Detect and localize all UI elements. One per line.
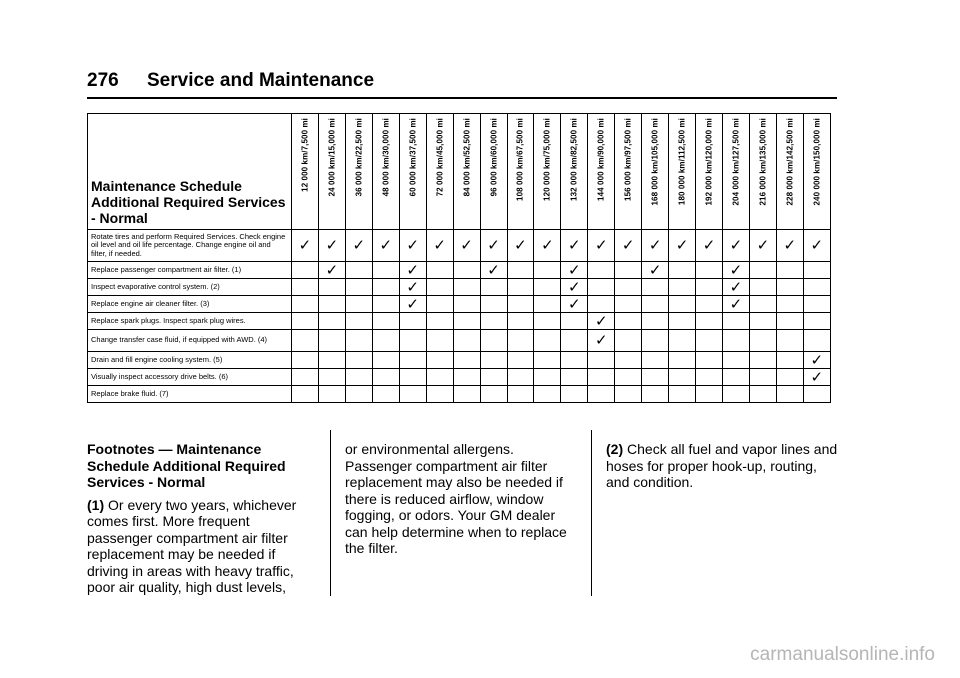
empty-cell bbox=[615, 279, 642, 296]
empty-cell bbox=[642, 296, 669, 313]
empty-cell bbox=[345, 352, 372, 369]
header-rule bbox=[87, 97, 837, 99]
empty-cell bbox=[345, 279, 372, 296]
check-mark-icon: ✓ bbox=[561, 262, 588, 279]
empty-cell bbox=[615, 262, 642, 279]
empty-cell bbox=[453, 352, 480, 369]
empty-cell bbox=[803, 330, 830, 352]
interval-header bbox=[588, 114, 615, 230]
empty-cell bbox=[507, 386, 534, 403]
empty-cell bbox=[749, 262, 776, 279]
interval-header bbox=[696, 114, 723, 230]
empty-cell bbox=[696, 330, 723, 352]
maintenance-schedule-table bbox=[87, 113, 831, 403]
empty-cell bbox=[723, 386, 750, 403]
empty-cell bbox=[561, 352, 588, 369]
empty-cell bbox=[292, 386, 319, 403]
empty-cell bbox=[615, 296, 642, 313]
empty-cell bbox=[588, 279, 615, 296]
table-header-row bbox=[88, 114, 831, 230]
check-mark-icon: ✓ bbox=[803, 230, 830, 262]
empty-cell bbox=[345, 330, 372, 352]
empty-cell bbox=[669, 262, 696, 279]
interval-header bbox=[723, 114, 750, 230]
check-mark-icon: ✓ bbox=[345, 230, 372, 262]
interval-label: 180 000 km/112,500 mi bbox=[677, 118, 687, 206]
schedule-title-cell bbox=[88, 114, 292, 230]
table-row bbox=[88, 330, 831, 352]
interval-label: 132 000 km/82,500 mi bbox=[569, 118, 579, 201]
empty-cell bbox=[426, 330, 453, 352]
check-mark-icon: ✓ bbox=[669, 230, 696, 262]
check-mark-icon: ✓ bbox=[723, 230, 750, 262]
empty-cell bbox=[669, 352, 696, 369]
empty-cell bbox=[507, 296, 534, 313]
interval-header bbox=[615, 114, 642, 230]
interval-header bbox=[534, 114, 561, 230]
empty-cell bbox=[776, 330, 803, 352]
empty-cell bbox=[292, 369, 319, 386]
check-mark-icon: ✓ bbox=[480, 230, 507, 262]
interval-label: 228 000 km/142,500 mi bbox=[785, 118, 795, 206]
check-mark-icon: ✓ bbox=[723, 279, 750, 296]
empty-cell bbox=[534, 369, 561, 386]
empty-cell bbox=[696, 313, 723, 330]
watermark: carmanualsonline.info bbox=[750, 644, 935, 665]
empty-cell bbox=[345, 386, 372, 403]
table-row bbox=[88, 386, 831, 403]
empty-cell bbox=[561, 330, 588, 352]
empty-cell bbox=[453, 296, 480, 313]
empty-cell bbox=[453, 330, 480, 352]
footnote-1 bbox=[87, 497, 312, 596]
empty-cell bbox=[696, 279, 723, 296]
empty-cell bbox=[615, 369, 642, 386]
page-number: 276 bbox=[87, 70, 119, 91]
empty-cell bbox=[372, 313, 399, 330]
service-description: Rotate tires and perform Required Services. Check engine oil level and oil life percentage. Change engine oil and filter, if needed. bbox=[88, 230, 292, 262]
interval-header bbox=[399, 114, 426, 230]
empty-cell bbox=[372, 369, 399, 386]
empty-cell bbox=[453, 313, 480, 330]
empty-cell bbox=[776, 279, 803, 296]
footnote-2-text: Check all fuel and vapor lines and hoses for proper hook-up, routing, and condition. bbox=[606, 441, 838, 490]
interval-label: 72 000 km/45,000 mi bbox=[435, 118, 445, 197]
empty-cell bbox=[615, 330, 642, 352]
check-mark-icon: ✓ bbox=[723, 296, 750, 313]
check-mark-icon: ✓ bbox=[318, 262, 345, 279]
empty-cell bbox=[776, 313, 803, 330]
table-row bbox=[88, 313, 831, 330]
check-mark-icon: ✓ bbox=[372, 230, 399, 262]
empty-cell bbox=[480, 313, 507, 330]
empty-cell bbox=[588, 352, 615, 369]
empty-cell bbox=[642, 352, 669, 369]
check-mark-icon: ✓ bbox=[615, 230, 642, 262]
check-mark-icon: ✓ bbox=[642, 262, 669, 279]
empty-cell bbox=[426, 296, 453, 313]
empty-cell bbox=[292, 296, 319, 313]
check-mark-icon: ✓ bbox=[803, 369, 830, 386]
check-mark-icon: ✓ bbox=[776, 230, 803, 262]
empty-cell bbox=[561, 313, 588, 330]
footnotes-title: Footnotes — Maintenance Schedule Additional Required Services - Normal bbox=[87, 441, 286, 490]
interval-label: 144 000 km/90,000 mi bbox=[596, 118, 606, 201]
empty-cell bbox=[642, 313, 669, 330]
empty-cell bbox=[318, 386, 345, 403]
check-mark-icon: ✓ bbox=[399, 262, 426, 279]
empty-cell bbox=[696, 386, 723, 403]
service-description: Change transfer case fluid, if equipped with AWD. (4) bbox=[88, 330, 292, 352]
empty-cell bbox=[749, 386, 776, 403]
empty-cell bbox=[399, 386, 426, 403]
empty-cell bbox=[615, 386, 642, 403]
check-mark-icon: ✓ bbox=[561, 296, 588, 313]
interval-header bbox=[345, 114, 372, 230]
empty-cell bbox=[318, 296, 345, 313]
footnote-1-text: Or every two years, whichever comes first. More frequent passenger compartment air filter replacement may be needed if driving in areas with heavy traffic, poor air quality, high dust levels, bbox=[87, 496, 297, 595]
interval-label: 12 000 km/7,500 mi bbox=[300, 118, 310, 192]
table-row bbox=[88, 279, 831, 296]
empty-cell bbox=[292, 313, 319, 330]
empty-cell bbox=[803, 386, 830, 403]
empty-cell bbox=[372, 262, 399, 279]
check-mark-icon: ✓ bbox=[399, 230, 426, 262]
interval-header bbox=[318, 114, 345, 230]
empty-cell bbox=[749, 296, 776, 313]
empty-cell bbox=[534, 352, 561, 369]
check-mark-icon: ✓ bbox=[588, 230, 615, 262]
interval-label: 60 000 km/37,500 mi bbox=[408, 118, 418, 197]
check-mark-icon: ✓ bbox=[588, 330, 615, 352]
empty-cell bbox=[642, 330, 669, 352]
interval-header bbox=[507, 114, 534, 230]
check-mark-icon: ✓ bbox=[696, 230, 723, 262]
empty-cell bbox=[615, 313, 642, 330]
interval-label: 192 000 km/120,000 mi bbox=[704, 118, 714, 206]
empty-cell bbox=[588, 262, 615, 279]
empty-cell bbox=[507, 330, 534, 352]
empty-cell bbox=[292, 262, 319, 279]
interval-label: 84 000 km/52,500 mi bbox=[462, 118, 472, 197]
footnotes-column-3 bbox=[606, 441, 838, 491]
empty-cell bbox=[534, 313, 561, 330]
empty-cell bbox=[642, 386, 669, 403]
footnote-1-number: (1) bbox=[87, 496, 105, 513]
empty-cell bbox=[318, 330, 345, 352]
check-mark-icon: ✓ bbox=[399, 279, 426, 296]
empty-cell bbox=[480, 369, 507, 386]
empty-cell bbox=[776, 262, 803, 279]
empty-cell bbox=[507, 279, 534, 296]
empty-cell bbox=[318, 279, 345, 296]
empty-cell bbox=[426, 313, 453, 330]
empty-cell bbox=[372, 296, 399, 313]
check-mark-icon: ✓ bbox=[399, 296, 426, 313]
service-description: Replace spark plugs. Inspect spark plug wires. bbox=[88, 313, 292, 330]
empty-cell bbox=[615, 352, 642, 369]
empty-cell bbox=[776, 352, 803, 369]
empty-cell bbox=[749, 279, 776, 296]
empty-cell bbox=[399, 352, 426, 369]
empty-cell bbox=[480, 296, 507, 313]
interval-header bbox=[480, 114, 507, 230]
empty-cell bbox=[345, 262, 372, 279]
service-description: Drain and fill engine cooling system. (5) bbox=[88, 352, 292, 369]
column-divider bbox=[330, 430, 331, 596]
check-mark-icon: ✓ bbox=[723, 262, 750, 279]
empty-cell bbox=[588, 296, 615, 313]
empty-cell bbox=[292, 330, 319, 352]
empty-cell bbox=[426, 369, 453, 386]
empty-cell bbox=[723, 369, 750, 386]
table-row bbox=[88, 352, 831, 369]
empty-cell bbox=[372, 386, 399, 403]
interval-header bbox=[642, 114, 669, 230]
empty-cell bbox=[561, 369, 588, 386]
empty-cell bbox=[723, 330, 750, 352]
empty-cell bbox=[749, 313, 776, 330]
empty-cell bbox=[803, 279, 830, 296]
interval-header bbox=[426, 114, 453, 230]
empty-cell bbox=[480, 352, 507, 369]
empty-cell bbox=[669, 313, 696, 330]
empty-cell bbox=[588, 386, 615, 403]
empty-cell bbox=[749, 352, 776, 369]
empty-cell bbox=[372, 352, 399, 369]
empty-cell bbox=[669, 296, 696, 313]
check-mark-icon: ✓ bbox=[561, 230, 588, 262]
empty-cell bbox=[642, 369, 669, 386]
empty-cell bbox=[776, 296, 803, 313]
interval-label: 24 000 km/15,000 mi bbox=[327, 118, 337, 197]
service-description: Replace engine air cleaner filter. (3) bbox=[88, 296, 292, 313]
empty-cell bbox=[776, 369, 803, 386]
interval-label: 240 000 km/150,000 mi bbox=[812, 118, 822, 206]
interval-label: 48 000 km/30,000 mi bbox=[381, 118, 391, 197]
interval-header bbox=[561, 114, 588, 230]
empty-cell bbox=[803, 296, 830, 313]
empty-cell bbox=[426, 279, 453, 296]
check-mark-icon: ✓ bbox=[534, 230, 561, 262]
empty-cell bbox=[534, 262, 561, 279]
empty-cell bbox=[534, 330, 561, 352]
interval-header bbox=[669, 114, 696, 230]
check-mark-icon: ✓ bbox=[426, 230, 453, 262]
service-description: Visually inspect accessory drive belts. (6) bbox=[88, 369, 292, 386]
empty-cell bbox=[399, 330, 426, 352]
service-description: Replace passenger compartment air filter. (1) bbox=[88, 262, 292, 279]
interval-label: 204 000 km/127,500 mi bbox=[731, 118, 741, 206]
check-mark-icon: ✓ bbox=[749, 230, 776, 262]
interval-header bbox=[803, 114, 830, 230]
footnote-2 bbox=[606, 441, 838, 491]
check-mark-icon: ✓ bbox=[507, 230, 534, 262]
empty-cell bbox=[534, 386, 561, 403]
empty-cell bbox=[292, 352, 319, 369]
empty-cell bbox=[642, 279, 669, 296]
empty-cell bbox=[372, 279, 399, 296]
empty-cell bbox=[318, 352, 345, 369]
empty-cell bbox=[749, 369, 776, 386]
interval-label: 36 000 km/22,500 mi bbox=[354, 118, 364, 197]
empty-cell bbox=[426, 352, 453, 369]
check-mark-icon: ✓ bbox=[561, 279, 588, 296]
empty-cell bbox=[480, 279, 507, 296]
empty-cell bbox=[669, 369, 696, 386]
empty-cell bbox=[696, 296, 723, 313]
empty-cell bbox=[453, 386, 480, 403]
empty-cell bbox=[292, 279, 319, 296]
empty-cell bbox=[669, 279, 696, 296]
interval-label: 108 000 km/67,500 mi bbox=[515, 118, 525, 201]
empty-cell bbox=[345, 296, 372, 313]
empty-cell bbox=[776, 386, 803, 403]
empty-cell bbox=[345, 313, 372, 330]
empty-cell bbox=[399, 313, 426, 330]
footnote-2-number: (2) bbox=[606, 441, 624, 457]
table-row bbox=[88, 369, 831, 386]
empty-cell bbox=[803, 262, 830, 279]
schedule-title: Maintenance Schedule Additional Required Services - Normal bbox=[91, 178, 286, 226]
check-mark-icon: ✓ bbox=[588, 313, 615, 330]
check-mark-icon: ✓ bbox=[642, 230, 669, 262]
empty-cell bbox=[453, 369, 480, 386]
empty-cell bbox=[480, 330, 507, 352]
interval-label: 120 000 km/75,000 mi bbox=[542, 118, 552, 201]
empty-cell bbox=[480, 386, 507, 403]
section-title: Service and Maintenance bbox=[147, 70, 375, 91]
table-row bbox=[88, 296, 831, 313]
empty-cell bbox=[588, 369, 615, 386]
interval-label: 216 000 km/135,000 mi bbox=[758, 118, 768, 206]
empty-cell bbox=[318, 369, 345, 386]
footnotes-column-2 bbox=[345, 441, 577, 557]
empty-cell bbox=[749, 330, 776, 352]
empty-cell bbox=[318, 313, 345, 330]
empty-cell bbox=[426, 386, 453, 403]
interval-header bbox=[372, 114, 399, 230]
empty-cell bbox=[723, 352, 750, 369]
service-description: Replace brake fluid. (7) bbox=[88, 386, 292, 403]
empty-cell bbox=[534, 279, 561, 296]
interval-header bbox=[292, 114, 319, 230]
interval-header bbox=[453, 114, 480, 230]
empty-cell bbox=[534, 296, 561, 313]
empty-cell bbox=[507, 262, 534, 279]
interval-label: 96 000 km/60,000 mi bbox=[489, 118, 499, 197]
column-divider bbox=[591, 430, 592, 596]
empty-cell bbox=[669, 330, 696, 352]
empty-cell bbox=[803, 313, 830, 330]
check-mark-icon: ✓ bbox=[292, 230, 319, 262]
interval-header bbox=[776, 114, 803, 230]
empty-cell bbox=[507, 352, 534, 369]
check-mark-icon: ✓ bbox=[318, 230, 345, 262]
empty-cell bbox=[696, 352, 723, 369]
empty-cell bbox=[561, 386, 588, 403]
empty-cell bbox=[453, 279, 480, 296]
interval-label: 156 000 km/97,500 mi bbox=[623, 118, 633, 201]
check-mark-icon: ✓ bbox=[453, 230, 480, 262]
table-row bbox=[88, 262, 831, 279]
empty-cell bbox=[372, 330, 399, 352]
empty-cell bbox=[453, 262, 480, 279]
empty-cell bbox=[507, 313, 534, 330]
empty-cell bbox=[696, 262, 723, 279]
page-header bbox=[87, 70, 837, 96]
empty-cell bbox=[345, 369, 372, 386]
table-row bbox=[88, 230, 831, 262]
empty-cell bbox=[669, 386, 696, 403]
empty-cell bbox=[723, 313, 750, 330]
footnotes-column-1 bbox=[87, 441, 312, 596]
empty-cell bbox=[507, 369, 534, 386]
empty-cell bbox=[426, 262, 453, 279]
footnote-1-continued: or environmental allergens. Passenger compartment air filter replacement may also be needed if there is reduced airflow, window fogging, or odors. Your GM dealer can help determine when to replace the filter. bbox=[345, 441, 567, 556]
check-mark-icon: ✓ bbox=[803, 352, 830, 369]
empty-cell bbox=[399, 369, 426, 386]
empty-cell bbox=[696, 369, 723, 386]
interval-label: 168 000 km/105,000 mi bbox=[650, 118, 660, 206]
service-description: Inspect evaporative control system. (2) bbox=[88, 279, 292, 296]
check-mark-icon: ✓ bbox=[480, 262, 507, 279]
interval-header bbox=[749, 114, 776, 230]
